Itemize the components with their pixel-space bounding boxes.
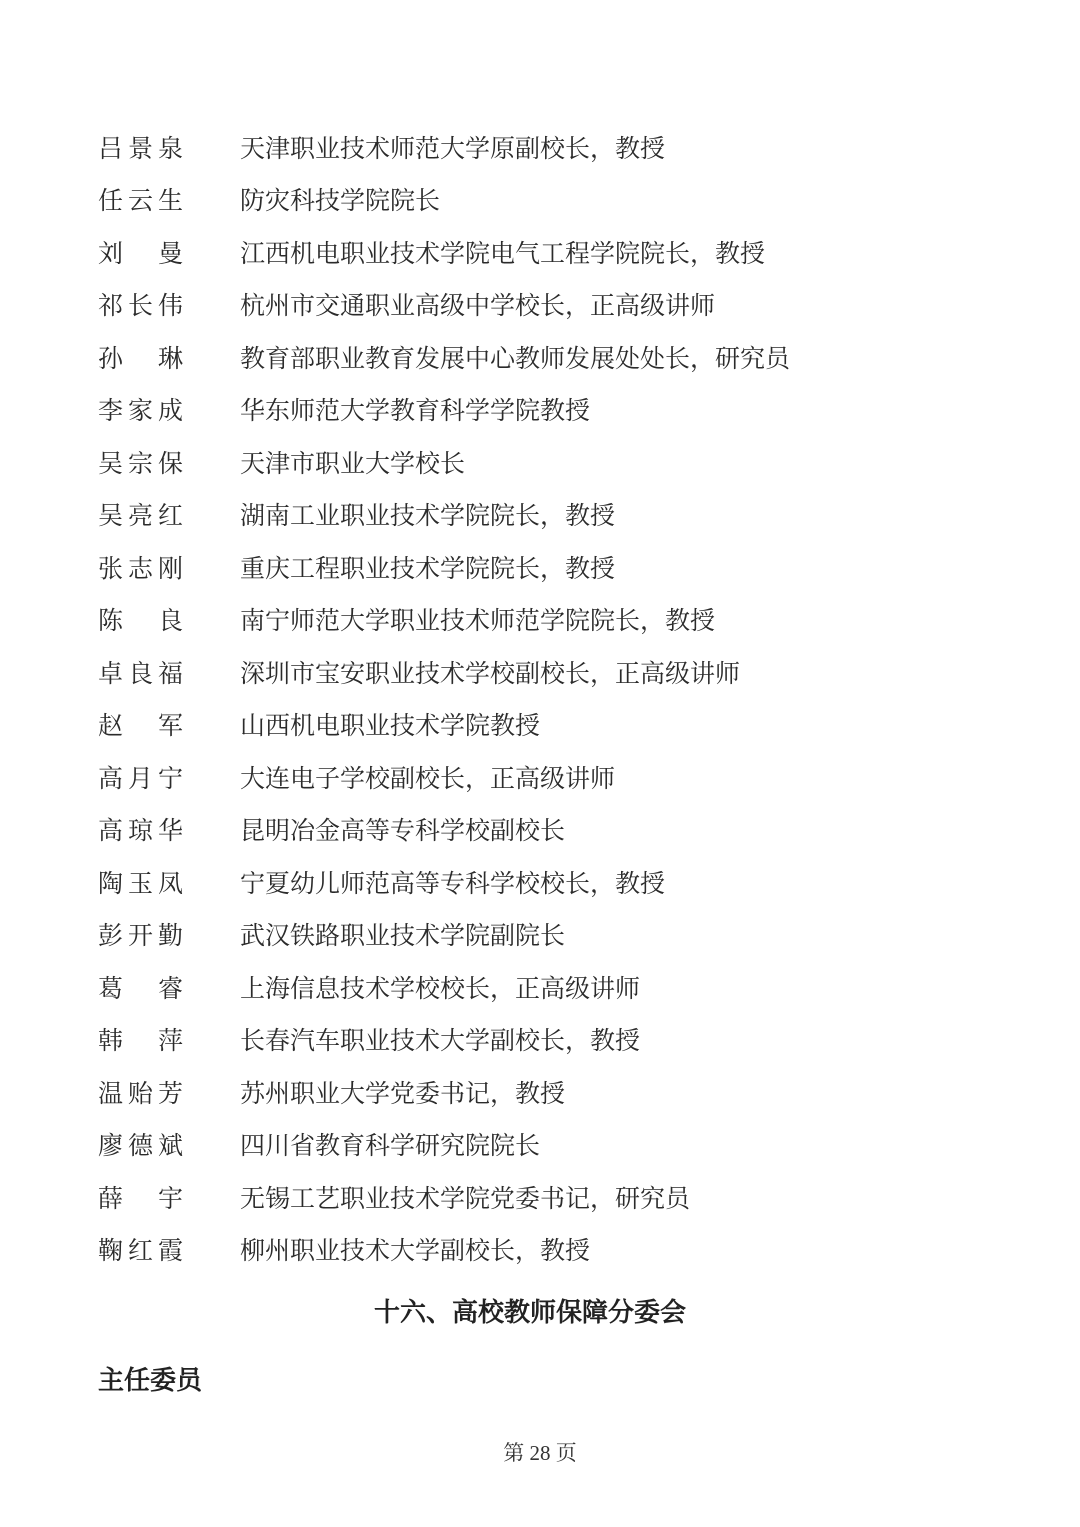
member-name-char: 宁 bbox=[157, 765, 183, 793]
member-row bbox=[98, 386, 790, 439]
member-title: 天津职业技术师范大学原副校长，教授 bbox=[240, 135, 666, 163]
member-name-char: 月 bbox=[127, 765, 153, 793]
member-title: 上海信息技术学校校长，正高级讲师 bbox=[240, 975, 641, 1003]
member-name-char: 红 bbox=[127, 1238, 153, 1266]
member-title: 无锡工艺职业技术学院党委书记，研究员 bbox=[240, 1185, 691, 1213]
member-name-char: 吕 bbox=[98, 135, 124, 163]
member-name-char: 华 bbox=[157, 818, 183, 846]
member-name bbox=[98, 294, 183, 319]
member-name-char: 睿 bbox=[157, 975, 183, 1003]
member-name-char: 亮 bbox=[127, 503, 153, 531]
member-row bbox=[98, 753, 790, 806]
member-name bbox=[98, 557, 183, 582]
member-name bbox=[98, 609, 183, 634]
member-name-char: 福 bbox=[157, 660, 183, 688]
member-row bbox=[98, 281, 790, 334]
member-name-char: 薛 bbox=[98, 1185, 124, 1213]
member-name bbox=[98, 819, 183, 844]
member-row bbox=[98, 438, 790, 491]
member-row bbox=[98, 963, 790, 1016]
member-name-char: 云 bbox=[127, 188, 153, 216]
member-name-char: 赵 bbox=[98, 713, 124, 741]
member-name bbox=[98, 767, 183, 792]
member-name bbox=[98, 1134, 183, 1159]
member-title: 杭州市交通职业高级中学校长，正高级讲师 bbox=[240, 293, 716, 321]
member-name-char: 曼 bbox=[157, 240, 183, 268]
member-row bbox=[98, 806, 790, 859]
member-name-char: 军 bbox=[157, 713, 183, 741]
member-name-char: 德 bbox=[127, 1133, 153, 1161]
member-name bbox=[98, 504, 183, 529]
member-name-char: 李 bbox=[98, 398, 124, 426]
member-name-char: 高 bbox=[98, 765, 124, 793]
member-name-char: 张 bbox=[98, 555, 124, 583]
member-title: 重庆工程职业技术学院院长，教授 bbox=[240, 555, 616, 583]
member-title: 江西机电职业技术学院电气工程学院院长，教授 bbox=[240, 240, 766, 268]
member-title: 柳州职业技术大学副校长，教授 bbox=[240, 1238, 591, 1266]
member-name bbox=[98, 452, 183, 477]
member-title: 四川省教育科学研究院院长 bbox=[240, 1133, 541, 1161]
member-name bbox=[98, 347, 183, 372]
member-name bbox=[98, 242, 183, 267]
member-row bbox=[98, 543, 790, 596]
member-name-char: 斌 bbox=[157, 1133, 183, 1161]
member-name-char: 红 bbox=[157, 503, 183, 531]
member-title: 武汉铁路职业技术学院副院长 bbox=[240, 923, 566, 951]
member-name-char: 陶 bbox=[98, 870, 124, 898]
member-title: 天津市职业大学校长 bbox=[240, 450, 466, 478]
member-row bbox=[98, 911, 790, 964]
member-row bbox=[98, 648, 790, 701]
member-name bbox=[98, 872, 183, 897]
member-list bbox=[98, 123, 790, 1278]
member-title: 山西机电职业技术学院教授 bbox=[240, 713, 541, 741]
member-name-char: 吴 bbox=[98, 503, 124, 531]
subheading-chair-members: 主任委员 bbox=[98, 1365, 203, 1395]
member-row bbox=[98, 1121, 790, 1174]
member-name-char: 萍 bbox=[157, 1028, 183, 1056]
member-row bbox=[98, 491, 790, 544]
member-name bbox=[98, 1239, 183, 1264]
member-name-char: 宗 bbox=[127, 450, 153, 478]
member-row bbox=[98, 123, 790, 176]
member-name-char: 葛 bbox=[98, 975, 124, 1003]
member-name-char: 芳 bbox=[157, 1080, 183, 1108]
member-name-char: 祁 bbox=[98, 293, 124, 321]
member-name bbox=[98, 189, 183, 214]
member-name-char: 景 bbox=[127, 135, 153, 163]
member-title: 深圳市宝安职业技术学校副校长，正高级讲师 bbox=[240, 660, 741, 688]
member-name-char: 玉 bbox=[127, 870, 153, 898]
member-title: 宁夏幼儿师范高等专科学校校长，教授 bbox=[240, 870, 666, 898]
member-row bbox=[98, 1226, 790, 1279]
member-name-char: 良 bbox=[127, 660, 153, 688]
member-name-char: 鞠 bbox=[98, 1238, 124, 1266]
member-title: 苏州职业大学党委书记，教授 bbox=[240, 1080, 566, 1108]
member-name-char: 长 bbox=[127, 293, 153, 321]
member-name bbox=[98, 137, 183, 162]
member-row bbox=[98, 176, 790, 229]
section-heading: 十六、高校教师保障分委会 bbox=[373, 1297, 686, 1327]
member-name-char: 吴 bbox=[98, 450, 124, 478]
member-title: 南宁师范大学职业技术师范学院院长，教授 bbox=[240, 608, 716, 636]
member-name-char: 彭 bbox=[98, 923, 124, 951]
member-name bbox=[98, 399, 183, 424]
member-name-char: 勤 bbox=[157, 923, 183, 951]
member-title: 华东师范大学教育科学学院教授 bbox=[240, 398, 591, 426]
member-row bbox=[98, 596, 790, 649]
member-title: 长春汽车职业技术大学副校长，教授 bbox=[240, 1028, 641, 1056]
member-name-char: 刚 bbox=[157, 555, 183, 583]
member-name-char: 宇 bbox=[157, 1185, 183, 1213]
member-name-char: 凤 bbox=[157, 870, 183, 898]
member-name-char: 刘 bbox=[98, 240, 124, 268]
member-name bbox=[98, 924, 183, 949]
member-name-char: 任 bbox=[98, 188, 124, 216]
member-row bbox=[98, 1016, 790, 1069]
member-name bbox=[98, 1082, 183, 1107]
member-row bbox=[98, 858, 790, 911]
member-name-char: 开 bbox=[127, 923, 153, 951]
member-row bbox=[98, 333, 790, 386]
member-name-char: 琳 bbox=[157, 345, 183, 373]
member-row bbox=[98, 701, 790, 754]
member-name-char: 良 bbox=[157, 608, 183, 636]
member-name-char: 保 bbox=[157, 450, 183, 478]
member-title: 大连电子学校副校长，正高级讲师 bbox=[240, 765, 616, 793]
member-row bbox=[98, 228, 790, 281]
member-name-char: 孙 bbox=[98, 345, 124, 373]
member-name bbox=[98, 977, 183, 1002]
member-name-char: 陈 bbox=[98, 608, 124, 636]
member-name-char: 伟 bbox=[157, 293, 183, 321]
member-name-char: 贻 bbox=[127, 1080, 153, 1108]
member-title: 昆明冶金高等专科学校副校长 bbox=[240, 818, 566, 846]
page-number: 第 28 页 bbox=[503, 1441, 577, 1465]
member-name-char: 泉 bbox=[157, 135, 183, 163]
member-name-char: 卓 bbox=[98, 660, 124, 688]
member-name-char: 廖 bbox=[98, 1133, 124, 1161]
member-name-char: 高 bbox=[98, 818, 124, 846]
member-name bbox=[98, 1029, 183, 1054]
member-name bbox=[98, 662, 183, 687]
member-row bbox=[98, 1173, 790, 1226]
member-name-char: 韩 bbox=[98, 1028, 124, 1056]
member-name-char: 生 bbox=[157, 188, 183, 216]
member-name-char: 志 bbox=[127, 555, 153, 583]
member-title: 防灾科技学院院长 bbox=[240, 188, 441, 216]
member-name bbox=[98, 714, 183, 739]
member-name-char: 家 bbox=[127, 398, 153, 426]
member-name-char: 温 bbox=[98, 1080, 124, 1108]
member-name-char: 琼 bbox=[127, 818, 153, 846]
member-name-char: 成 bbox=[157, 398, 183, 426]
member-name bbox=[98, 1187, 183, 1212]
member-title: 教育部职业教育发展中心教师发展处处长，研究员 bbox=[240, 345, 791, 373]
member-title: 湖南工业职业技术学院院长，教授 bbox=[240, 503, 616, 531]
member-row bbox=[98, 1068, 790, 1121]
member-name-char: 霞 bbox=[157, 1238, 183, 1266]
